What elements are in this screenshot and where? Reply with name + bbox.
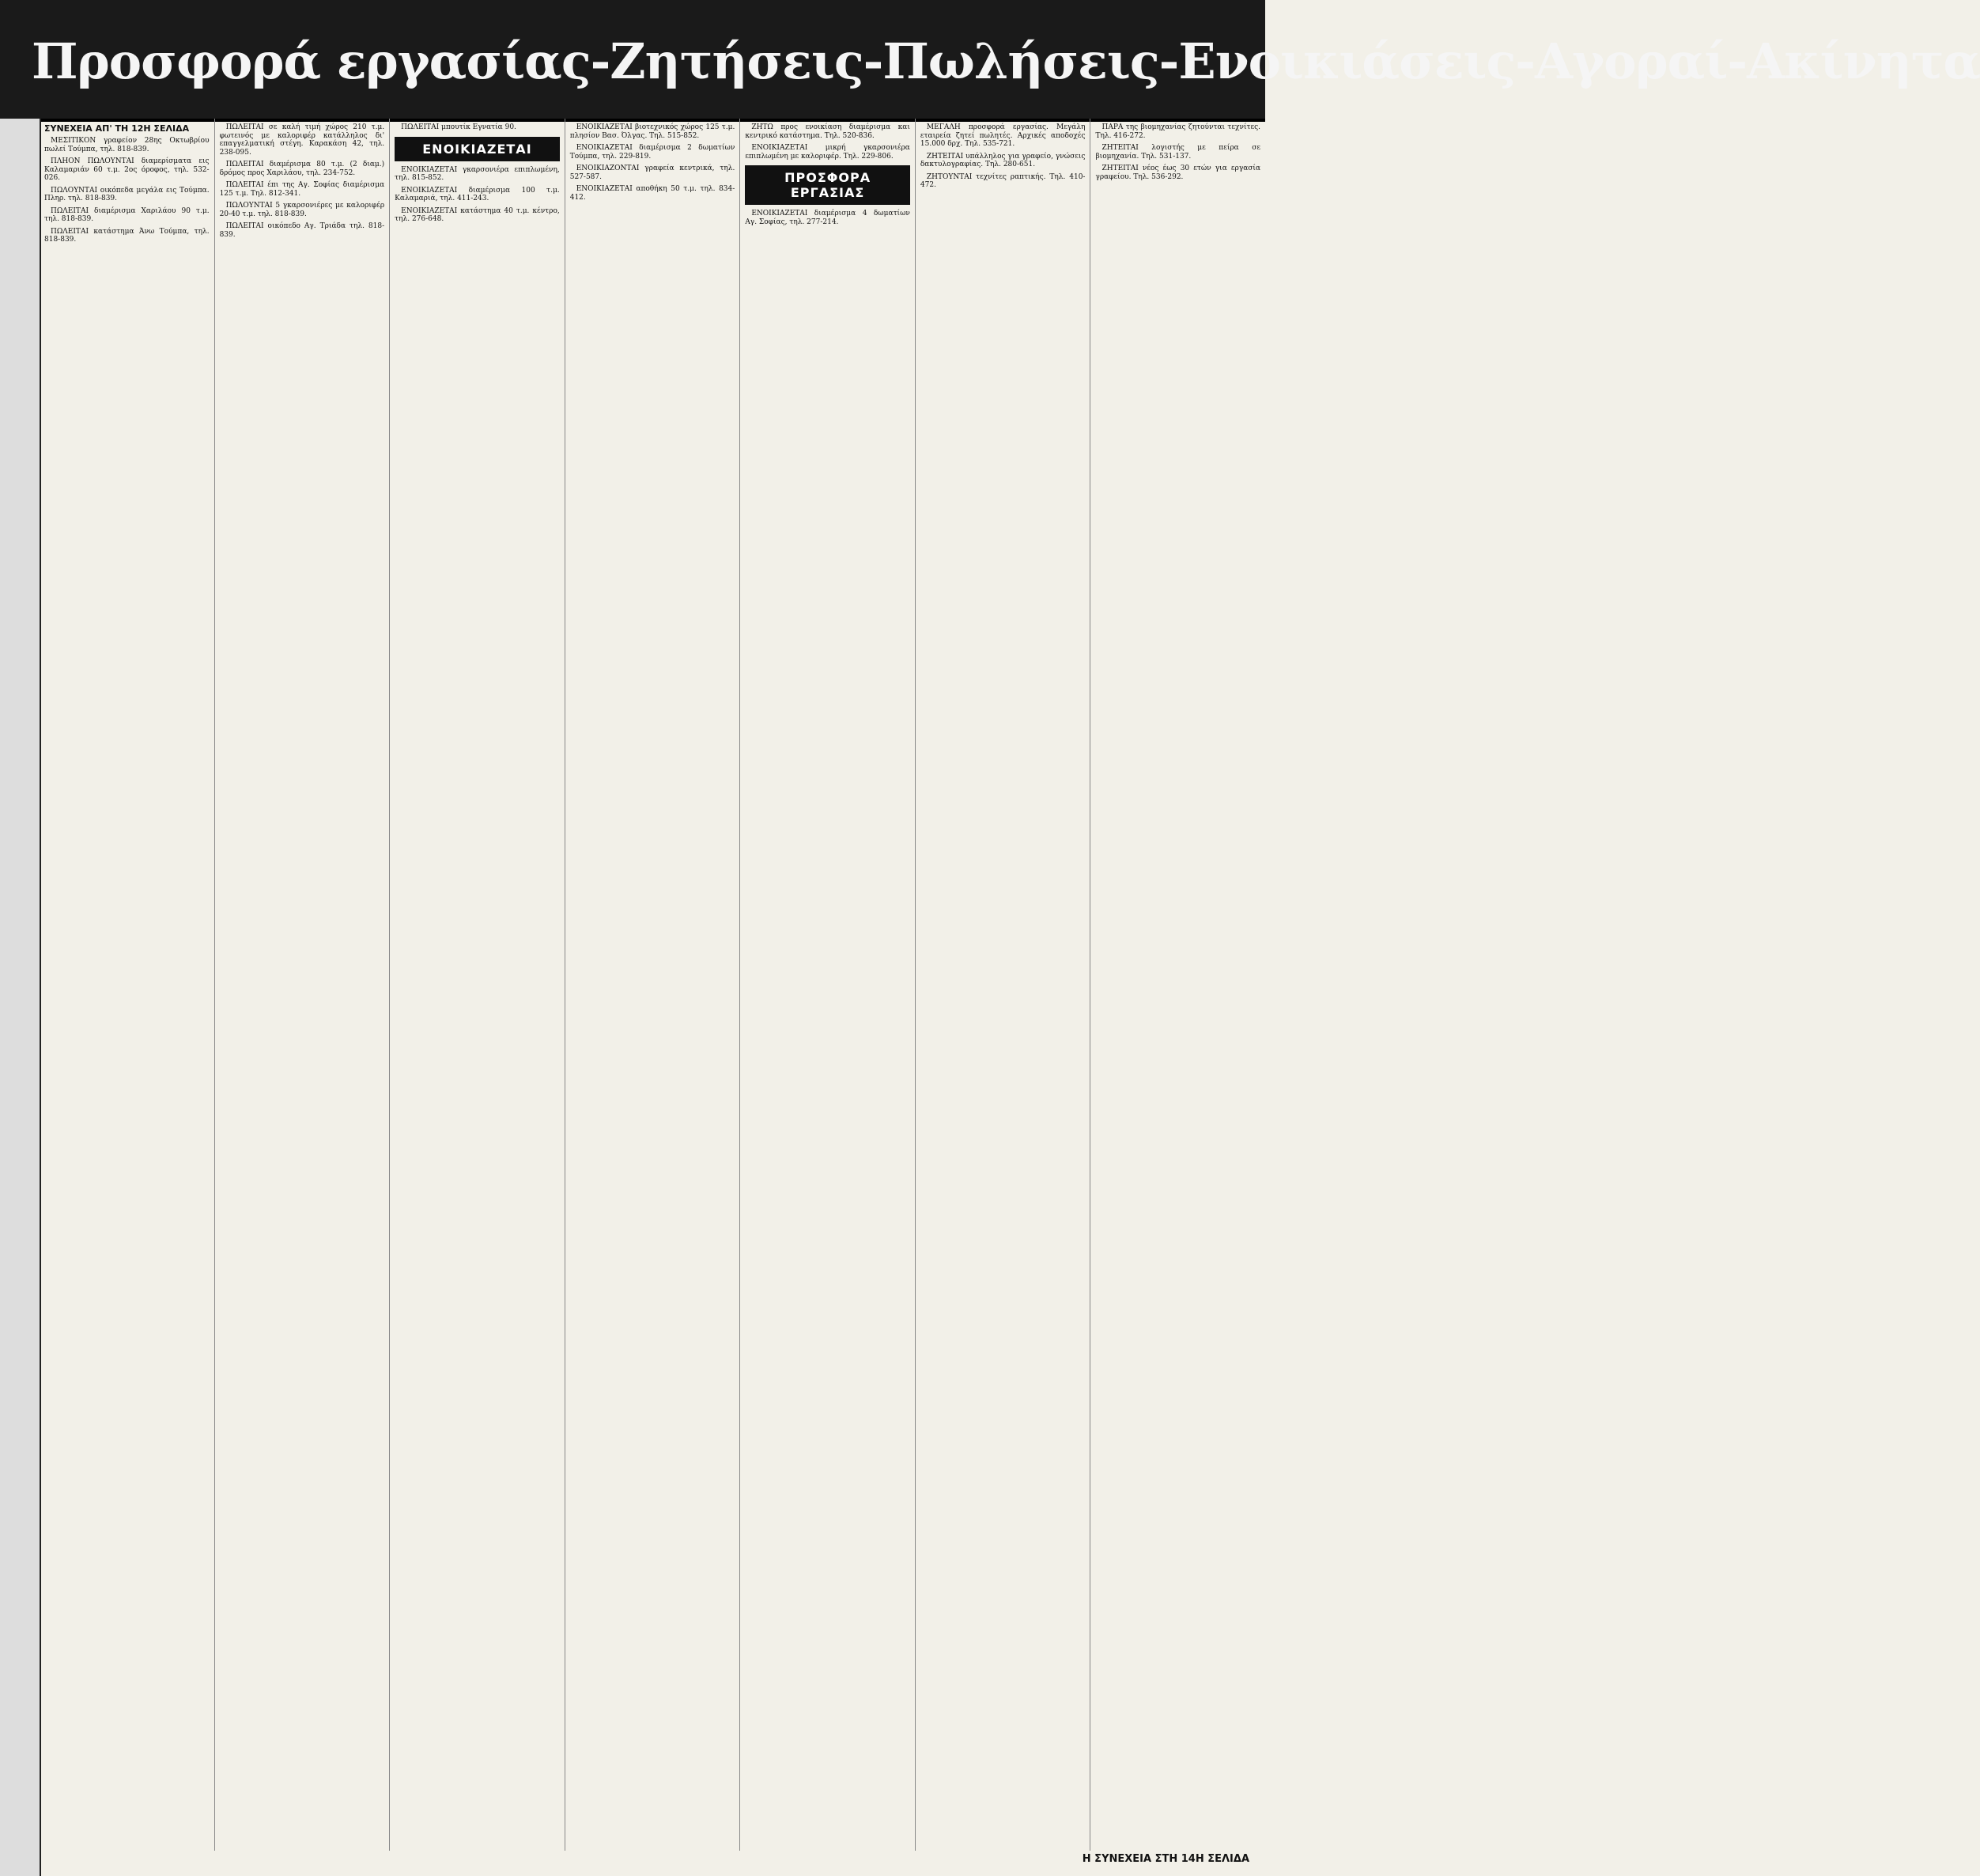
ad: ΠΩΛΕΙΤΑΙ έπι της Αγ. Σοφίας διαμέρισμα 125 τ.μ. Τηλ. 812-341. xyxy=(219,181,385,198)
previous-page-edge xyxy=(0,119,41,1876)
column-7 xyxy=(1090,119,1265,1851)
ad: ΖΗΤΩ προς ενοικίαση διαμέρισμα και κεντρικό κατάστημα. Τηλ. 520-836. xyxy=(745,123,910,140)
continuation-header: ΣΥΝΕΧΕΙΑ ΑΠ' ΤΗ 12Η ΣΕΛΙΔΑ xyxy=(44,123,190,134)
ad: ΖΗΤΟΥΝΤΑΙ τεχνίτες ραπτικής. Τηλ. 410-472. xyxy=(920,172,1086,189)
ad: ΠΩΛΕΙΤΑΙ διαμέρισμα 80 τ.μ. (2 διαμ.) δρόμος προς Χαριλάου, τηλ. 234-752. xyxy=(219,161,385,177)
ad: ΠΩΛΕΙΤΑΙ οικόπεδο Αγ. Τριάδα τηλ. 818-839. xyxy=(219,222,385,239)
ad: ΕΝΟΙΚΙΑΖΕΤΑΙ μικρή γκαρσονιέρα επιπλωμένη με καλοριφέρ. Τηλ. 229-806. xyxy=(745,144,910,161)
column-3 xyxy=(390,119,565,1851)
ad: ΠΑΡΑ της βιομηχανίας ζητούνται τεχνίτες. Τηλ. 416-272. xyxy=(1095,123,1261,140)
ad: ΕΝΟΙΚΙΑΖΕΤΑΙ κατάστημα 40 τ.μ. κέντρο, τηλ. 276-648. xyxy=(395,206,560,223)
ad: ΠΩΛΟΥΝΤΑΙ 5 γκαρσονιέρες με καλοριφέρ 20-40 τ.μ. τηλ. 818-839. xyxy=(219,202,385,218)
ad: ΕΝΟΙΚΙΑΖΕΤΑΙ διαμέρισμα 100 τ.μ. Καλαμαριά, τηλ. 411-243. xyxy=(395,186,560,202)
column-5 xyxy=(740,119,916,1851)
ad: ΕΝΟΙΚΙΑΖΕΤΑΙ αποθήκη 50 τ.μ. τηλ. 834-412. xyxy=(569,185,735,202)
ad: ΜΕΓΑΛΗ προσφορά εργασίας. Μεγάλη εταιρεία ζητεί πωλητές. Αρχικές αποδοχές 15.000 δρχ. Τηλ. 535-721. xyxy=(920,123,1086,148)
ad: ΕΝΟΙΚΙΑΖΕΤΑΙ βιοτεχνικός χώρος 125 τ.μ. πλησίον Βασ. Όλγας. Τηλ. 515-852. xyxy=(569,123,735,140)
continuation-footer: Η ΣΥΝΕΧΕΙΑ ΣΤΗ 14Η ΣΕΛΙΔΑ xyxy=(1082,1853,1249,1865)
page-banner xyxy=(0,0,1980,122)
ad: ΠΛΗΟΝ ΠΩΛΟΥΝΤΑΙ διαμερίσματα εις Καλαμαριάν 60 τ.μ. 2ος όροφος, τηλ. 532-026. xyxy=(44,157,210,182)
ad: ΕΝΟΙΚΙΑΖΕΤΑΙ γκαρσονιέρα επιπλωμένη, τηλ. 815-852. xyxy=(395,165,560,182)
ad: ΠΩΛΕΙΤΑΙ μπουτίκ Εγνατία 90. xyxy=(401,123,516,131)
column-2 xyxy=(215,119,391,1851)
ad: ΠΩΛΕΙΤΑΙ κατάστημα Άνω Τούμπα, τηλ. 818-839. xyxy=(44,227,210,244)
section-header-work: ΠΡΟΣΦΟΡΑ ΕΡΓΑΣΙΑΣ xyxy=(745,165,910,205)
ad: ΜΕΣΙΤΙΚΟΝ γραφείον 28ης Οκτωβρίου πωλεί Τούμπα, τηλ. 818-839. xyxy=(44,137,210,153)
section-header-rent: ΕΝΟΙΚΙΑΖΕΤΑΙ xyxy=(395,137,560,161)
column-1 xyxy=(40,119,215,1851)
column-6 xyxy=(916,119,1091,1851)
ad: ΖΗΤΕΙΤΑΙ λογιστής με πείρα σε βιομηχανία. Τηλ. 531-137. xyxy=(1095,144,1261,161)
ad: ΕΝΟΙΚΙΑΖΕΤΑΙ διαμέρισμα 2 δωματίων Τούμπα, τηλ. 229-819. xyxy=(569,144,735,161)
ad: ΠΩΛΕΙΤΑΙ σε καλή τιμή χώρος 210 τ.μ. φωτεινός με καλοριφέρ κατάλληλος δι' επαγγελματική στέγη. Καρακάση 42, τηλ. 238-095. xyxy=(219,123,385,157)
ad: ΖΗΤΕΙΤΑΙ υπάλληλος για γραφείο, γνώσεις δακτυλογραφίας. Τηλ. 280-651. xyxy=(920,152,1086,168)
ad: ΖΗΤΕΙΤΑΙ νέος έως 30 ετών για εργασία γραφείου. Τηλ. 536-292. xyxy=(1095,165,1261,181)
ad: ΠΩΛΟΥΝΤΑΙ οικόπεδα μεγάλα εις Τούμπα. Πληρ. τηλ. 818-839. xyxy=(44,186,210,202)
ad: ΠΩΛΕΙΤΑΙ διαμέρισμα Χαριλάου 90 τ.μ. τηλ. 818-839. xyxy=(44,206,210,223)
ad: ΕΝΟΙΚΙΑΖΟΝΤΑΙ γραφεία κεντρικά, τηλ. 527-587. xyxy=(569,165,735,181)
classifieds-columns xyxy=(40,119,1265,1851)
banner-title: Προσφορά εργασίας-Ζητήσεις-Πωλήσεις-Ενοικιάσεις-Αγοραί-Ακίνητα xyxy=(32,32,1980,90)
column-4 xyxy=(565,119,741,1851)
ad: ΕΝΟΙΚΙΑΖΕΤΑΙ διαμέρισμα 4 δωματίων Αγ. Σοφίας, τηλ. 277-214. xyxy=(745,210,910,226)
